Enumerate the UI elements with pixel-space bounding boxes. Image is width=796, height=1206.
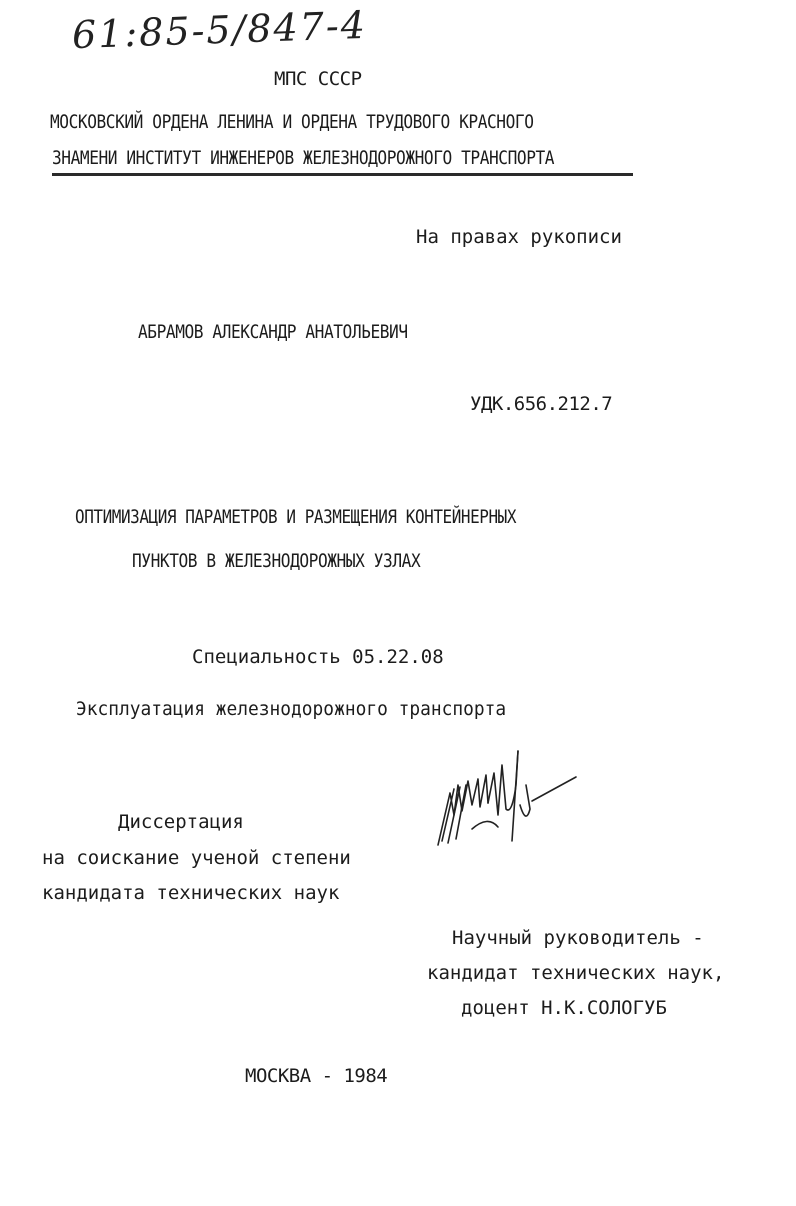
institute-name-line1: МОСКОВСКИЙ ОРДЕНА ЛЕНИНА И ОРДЕНА ТРУДОВОГО КРАСНОГО	[50, 111, 534, 133]
manuscript-note: На правах рукописи	[416, 226, 622, 248]
supervisor-degree: кандидат технических наук,	[427, 962, 725, 984]
archive-code-handwritten: 61:85-5/847-4	[71, 2, 368, 58]
author-name: АБРАМОВ АЛЕКСАНДР АНАТОЛЬЕВИЧ	[138, 321, 408, 343]
dissertation-label: Диссертация	[118, 811, 244, 833]
thesis-title-line2: ПУНКТОВ В ЖЕЛЕЗНОДОРОЖНЫХ УЗЛАХ	[132, 550, 421, 572]
degree-line2: кандидата технических наук	[42, 882, 340, 904]
udc-code: УДК.656.212.7	[470, 393, 613, 415]
degree-line1: на соискание ученой степени	[42, 847, 351, 869]
signature-image	[428, 745, 588, 855]
header-underline	[52, 173, 633, 176]
city-year: МОСКВА - 1984	[245, 1065, 388, 1087]
specialty-name: Эксплуатация железнодорожного транспорта	[76, 698, 507, 720]
ministry-header: МПС СССР	[274, 68, 362, 90]
specialty-code: Специальность 05.22.08	[192, 646, 444, 668]
institute-name-line2: ЗНАМЕНИ ИНСТИТУТ ИНЖЕНЕРОВ ЖЕЛЕЗНОДОРОЖНОГО ТРАНСПОРТА	[52, 147, 555, 169]
supervisor-name: доцент Н.К.СОЛОГУБ	[461, 997, 667, 1019]
thesis-title-line1: ОПТИМИЗАЦИЯ ПАРАМЕТРОВ И РАЗМЕЩЕНИЯ КОНТЕЙНЕРНЫХ	[75, 506, 517, 528]
supervisor-role: Научный руководитель -	[452, 927, 704, 949]
